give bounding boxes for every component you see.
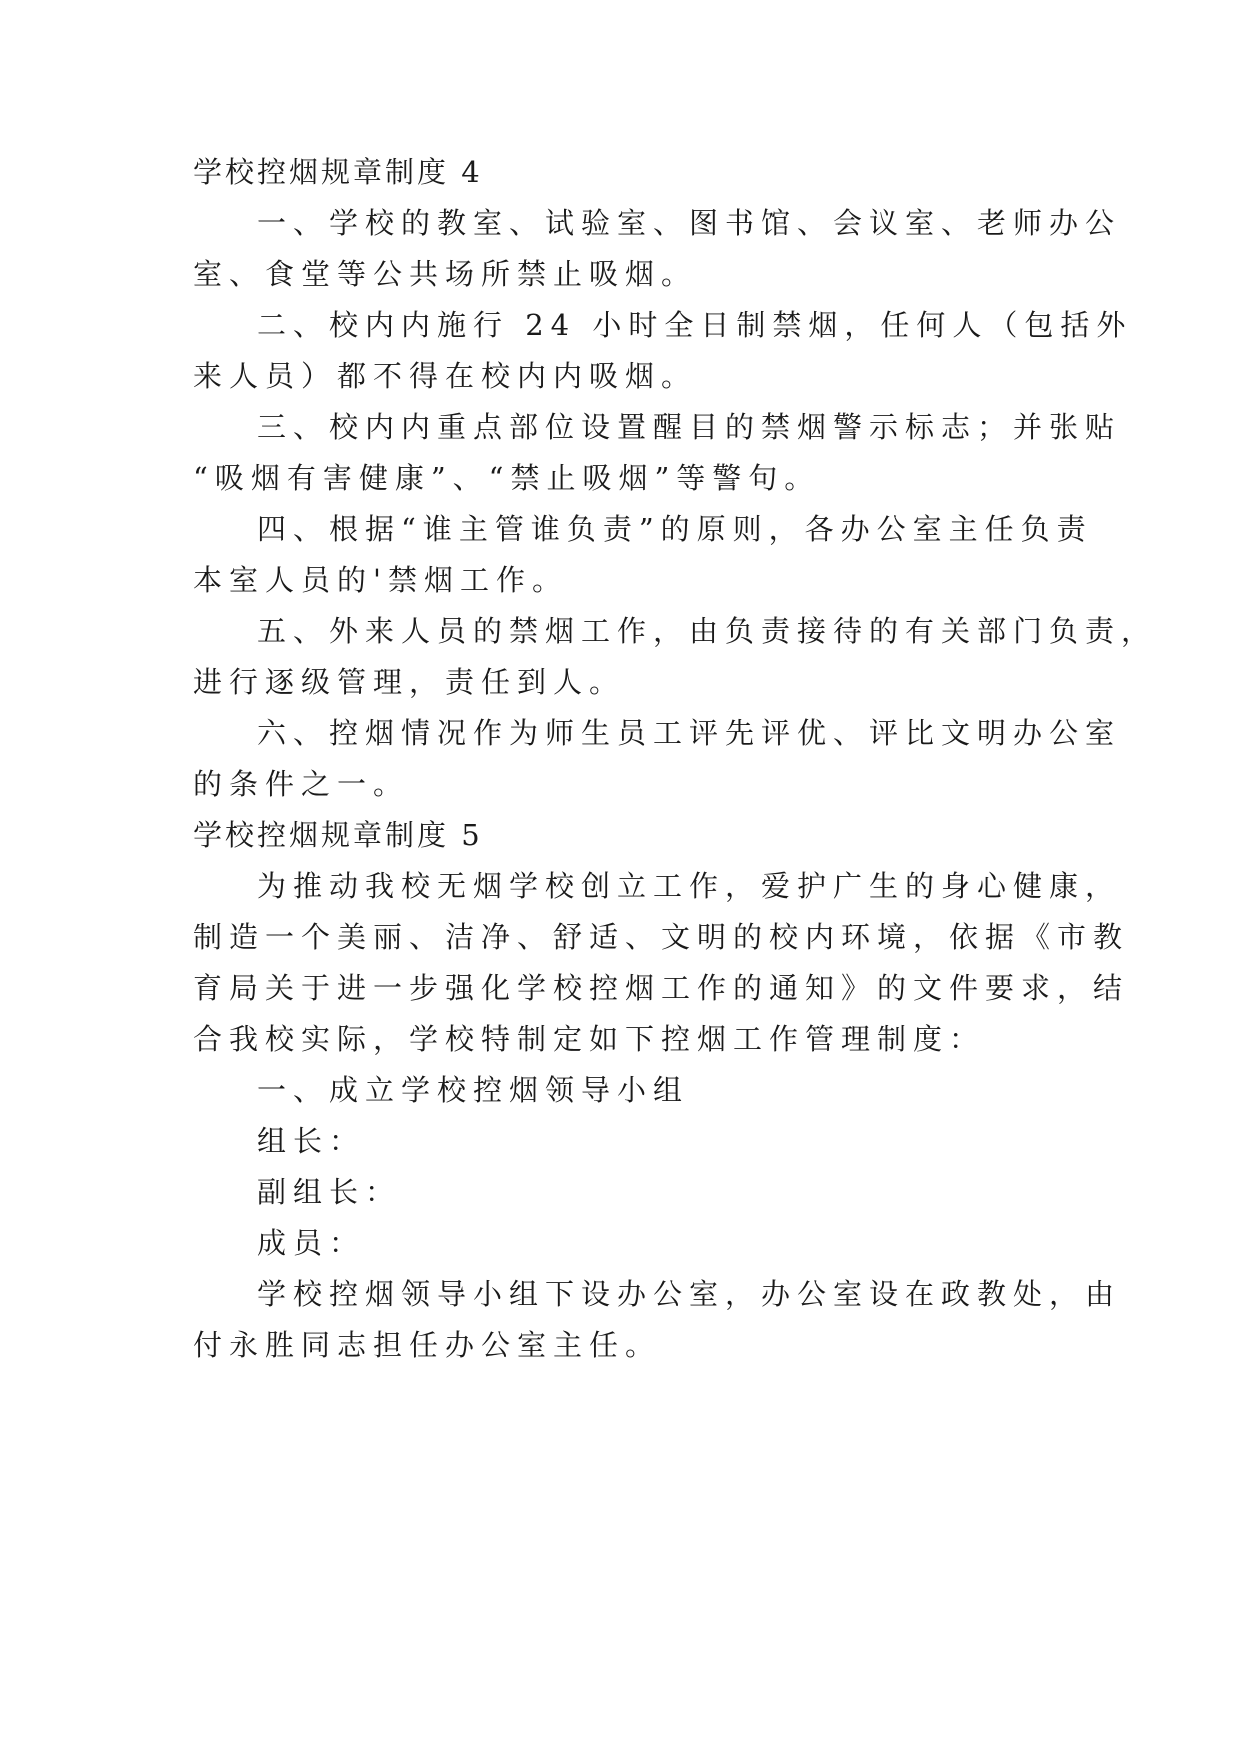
paragraph-line: 来人员）都不得在校内内吸烟。 xyxy=(193,359,698,393)
paragraph-line: 四、根据“谁主管谁负责”的原则，各办公室主任负责 xyxy=(257,512,1093,546)
paragraph-line: 三、校内内重点部位设置醒目的禁烟警示标志；并张贴 xyxy=(257,410,1122,444)
paragraph-line: 一、学校的教室、试验室、图书馆、会议室、老师办公 xyxy=(257,206,1122,240)
paragraph-line: 室、食堂等公共场所禁止吸烟。 xyxy=(193,257,698,291)
paragraph-line: 五、外来人员的禁烟工作，由负责接待的有关部门负责， xyxy=(257,614,1158,648)
paragraph-line: 制造一个美丽、洁净、舒适、文明的校内环境，依据《市教 xyxy=(193,920,1130,954)
section-heading: 学校控烟规章制度 4 xyxy=(193,155,483,189)
paragraph-line: 二、校内内施行 24 小时全日制禁烟，任何人（包括外 xyxy=(257,308,1133,342)
paragraph-line: 本室人员的'禁烟工作。 xyxy=(193,563,568,597)
paragraph-line: 为推动我校无烟学校创立工作，爱护广生的身心健康， xyxy=(257,869,1122,903)
paragraph-line: 育局关于进一步强化学校控烟工作的通知》的文件要求，结 xyxy=(193,971,1130,1005)
paragraph-line: “吸烟有害健康”、“禁止吸烟”等警句。 xyxy=(193,461,821,495)
paragraph-line: 学校控烟领导小组下设办公室，办公室设在政教处，由 xyxy=(257,1277,1122,1311)
section-heading: 学校控烟规章制度 5 xyxy=(193,818,483,852)
paragraph-line: 付永胜同志担任办公室主任。 xyxy=(193,1328,662,1362)
list-item: 一、成立学校控烟领导小组 xyxy=(257,1073,690,1107)
members-label: 成员： xyxy=(257,1226,366,1260)
paragraph-line: 进行逐级管理，责任到人。 xyxy=(193,665,626,699)
deputy-leader-label: 副组长： xyxy=(257,1175,402,1209)
leader-label: 组长： xyxy=(257,1124,366,1158)
paragraph-line: 六、控烟情况作为师生员工评先评优、评比文明办公室 xyxy=(257,716,1122,750)
paragraph-line: 的条件之一。 xyxy=(193,767,410,801)
paragraph-line: 合我校实际，学校特制定如下控烟工作管理制度： xyxy=(193,1022,986,1056)
